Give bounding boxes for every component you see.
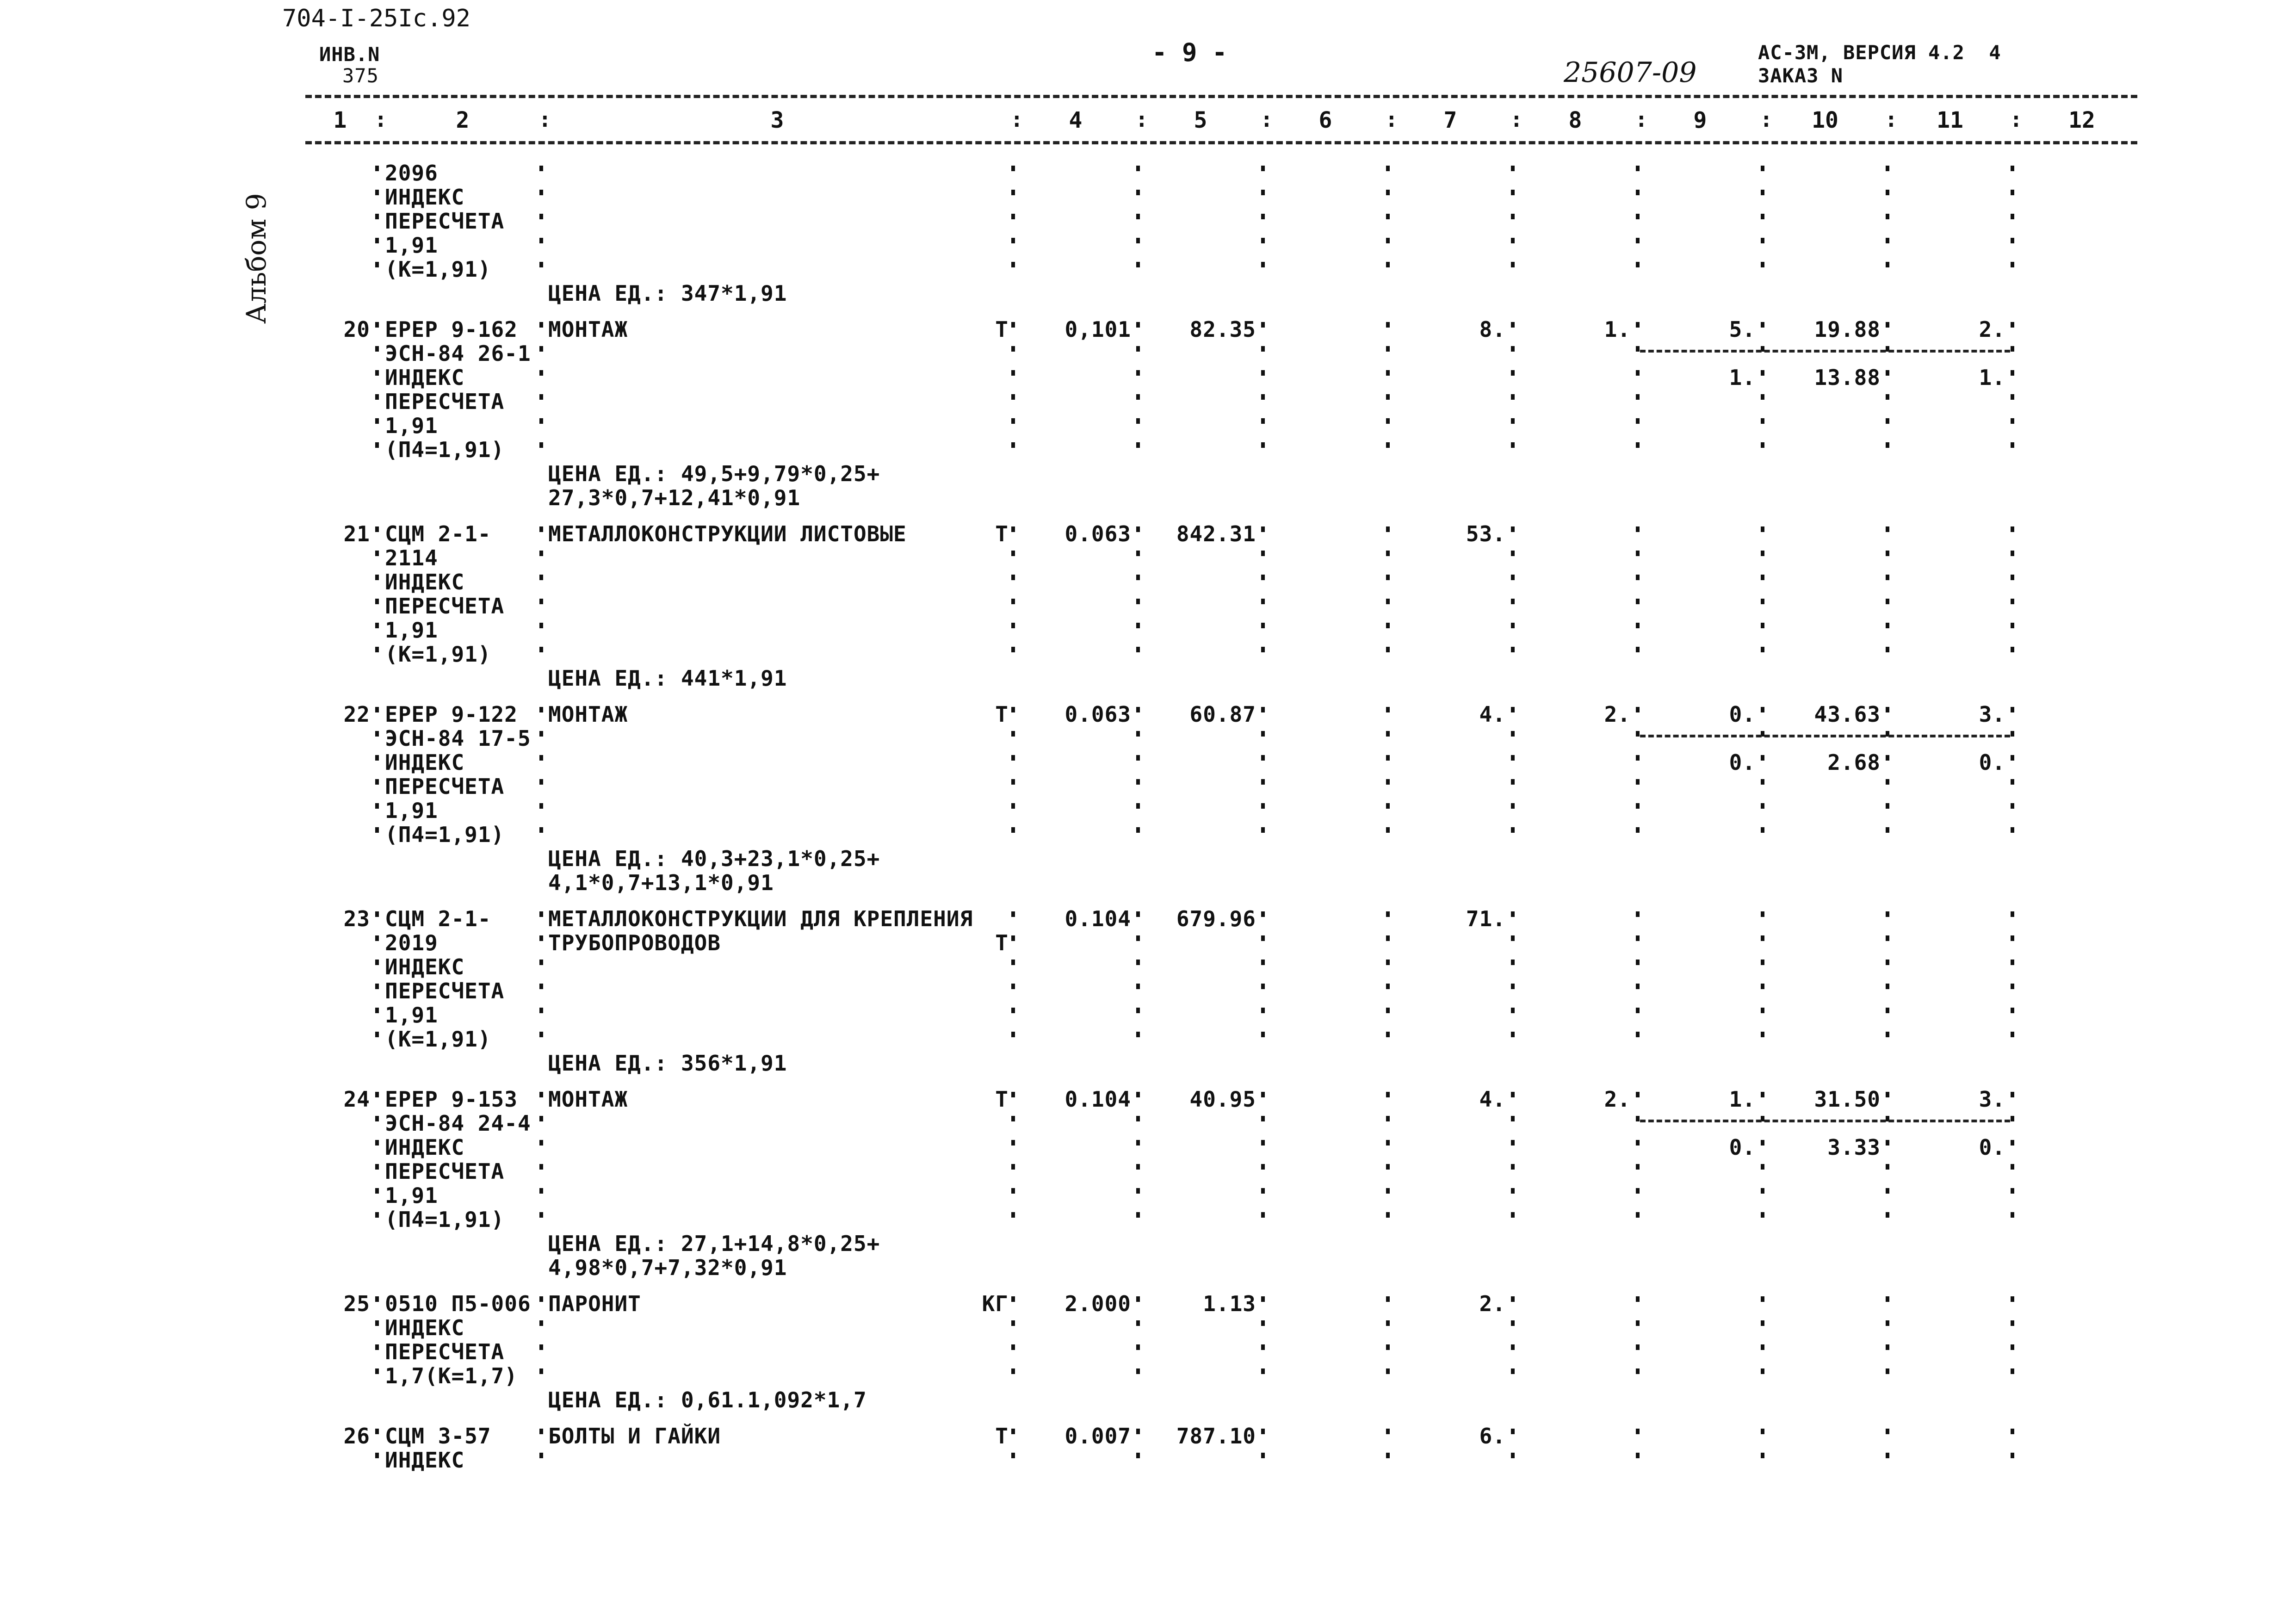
column-separator [1261,526,1265,666]
column-separator [1136,166,1140,281]
quantity-value: 2.000 [1064,1291,1131,1316]
column-header: 10 [1812,107,1838,133]
column-separator [1761,526,1764,666]
resource-code-line: СЦМ 3-57 [385,1424,491,1449]
unit-price-value: 679.96 [1176,906,1256,931]
unit-of-measure: Т [995,317,1009,342]
column-separator [1261,1092,1265,1232]
column-separator [1761,1092,1764,1232]
machine-labor-value: 2. [1979,317,2005,342]
column-separator [1636,526,1640,666]
column-separator [2011,1092,2014,1232]
resource-code-line: 1,91 [385,798,438,823]
order-label: ЗАКАЗ N [1758,64,1844,87]
column-separator [1511,911,1515,1051]
unit-of-measure: Т [995,702,1009,727]
quantity-value: 0.104 [1064,906,1131,931]
resource-code-line: (К=1,91) [385,642,491,667]
header-bottom-rule [305,141,2137,144]
column-separator [539,322,543,462]
unit-price-formula: ЦЕНА ЕД.: 40,3+23,1*0,25+ [548,846,880,871]
resource-code-line: ЭСН-84 24-4 [385,1111,531,1136]
unit-price-formula: ЦЕНА ЕД.: 0,61.1,092*1,7 [548,1387,867,1412]
column-separator [1886,1092,1889,1232]
column-separator [1636,1429,1640,1472]
column-header: 11 [1937,107,1963,133]
column-separator [375,1296,379,1388]
total-cost-value: 4. [1479,702,1506,727]
column-separator [1886,1429,1889,1472]
work-name-line: МОНТАЖ [548,702,628,727]
document-code: 704-I-25Iс.92 [282,5,470,32]
resource-code-line: ПЕРЕСЧЕТА [385,389,505,414]
labor-value: 19.88 [1814,317,1881,342]
header-separator: : [1010,107,1024,132]
machine-labor-value-secondary: 0. [1979,750,2005,775]
resource-code-line: 1,91 [385,618,438,643]
resource-code-line: ИНДЕКС [385,185,465,210]
column-separator [1136,1092,1140,1232]
column-separator [1261,322,1265,462]
wages-value: 2. [1604,1087,1631,1112]
column-separator [1761,322,1764,462]
column-separator [375,1429,379,1472]
quantity-value: 0.007 [1064,1424,1131,1449]
header-separator: : [1510,107,1523,132]
resource-code-line: 1,91 [385,233,438,258]
resource-code-line: (П4=1,91) [385,437,505,462]
header-separator: : [1135,107,1149,132]
column-separator [1136,911,1140,1051]
column-separator [1636,322,1640,462]
software-version: АС-3М, ВЕРСИЯ 4.2 4 [1758,41,2001,64]
labor-value: 31.50 [1814,1087,1881,1112]
quantity-value: 0,101 [1064,317,1131,342]
column-separator [1011,1429,1015,1472]
column-separator [1886,526,1889,666]
column-separator [539,1429,543,1472]
resource-code-line: ИНДЕКС [385,750,465,775]
machine-labor-value: 3. [1979,1087,2005,1112]
column-separator [1886,911,1889,1051]
resource-code-line: СЦМ 2-1- [385,521,491,546]
column-separator [1761,1429,1764,1472]
column-separator [1386,707,1390,847]
column-separator [539,166,543,281]
row-number: 24 [343,1087,370,1112]
inventory-number: 375 [342,64,379,87]
machines-value-secondary: 0. [1729,1135,1756,1160]
column-separator [375,911,379,1051]
labor-value-secondary: 13.88 [1814,365,1881,390]
column-separator [1386,911,1390,1051]
column-header: 3 [770,107,784,133]
column-separator [539,1296,543,1388]
resource-code-line: ПЕРЕСЧЕТА [385,978,505,1003]
subrow-divider [1640,350,2010,353]
work-name-line: МЕТАЛЛОКОНСТРУКЦИИ ДЛЯ КРЕПЛЕНИЯ [548,906,973,931]
header-top-rule [305,95,2137,98]
unit-price-value: 1.13 [1203,1291,1256,1316]
resource-code-line: (К=1,91) [385,1027,491,1052]
resource-code-line: ЕРЕР 9-162 [385,317,518,342]
column-header: 4 [1069,107,1083,133]
column-separator [2011,1429,2014,1472]
quantity-value: 0.104 [1064,1087,1131,1112]
column-separator [539,707,543,847]
unit-price-value: 842.31 [1176,521,1256,546]
column-separator [1761,707,1764,847]
column-separator [1386,166,1390,281]
column-separator [375,526,379,666]
column-separator [2011,526,2014,666]
column-separator [1511,1429,1515,1472]
resource-code-line: ПЕРЕСЧЕТА [385,774,505,799]
column-header: 1 [333,107,347,133]
resource-code-line: ИНДЕКС [385,1448,465,1473]
inventory-label: ИНВ.N [319,43,380,66]
column-separator [539,1092,543,1232]
quantity-value: 0.063 [1064,702,1131,727]
row-number: 25 [343,1291,370,1316]
row-number: 21 [343,521,370,546]
column-separator [1011,911,1015,1051]
album-side-label: Альбом 9 [241,193,272,324]
column-separator [1136,1429,1140,1472]
page-number: - 9 - [1152,38,1227,67]
resource-code-line: 1,91 [385,413,438,438]
column-separator [1386,322,1390,462]
resource-code-line: (П4=1,91) [385,822,505,847]
total-cost-value: 8. [1479,317,1506,342]
unit-price-formula: ЦЕНА ЕД.: 356*1,91 [548,1051,787,1076]
column-separator [1136,322,1140,462]
column-separator [539,526,543,666]
column-separator [375,166,379,281]
column-separator [1636,911,1640,1051]
column-separator [539,911,543,1051]
column-header: 8 [1568,107,1582,133]
column-separator [1386,1092,1390,1232]
labor-value-secondary: 3.33 [1827,1135,1881,1160]
resource-code-line: ИНДЕКС [385,1315,465,1340]
labor-value: 43.63 [1814,702,1881,727]
column-header: 12 [2068,107,2095,133]
column-separator [1511,322,1515,462]
total-cost-value: 2. [1479,1291,1506,1316]
resource-code-line: ПЕРЕСЧЕТА [385,1159,505,1184]
column-separator [1261,166,1265,281]
unit-price-formula: 4,1*0,7+13,1*0,91 [548,870,774,895]
column-separator [1011,166,1015,281]
column-separator [1886,707,1889,847]
resource-code-line: 1,91 [385,1003,438,1028]
unit-price-formula: ЦЕНА ЕД.: 441*1,91 [548,666,787,691]
column-separator [1886,1296,1889,1388]
wages-value: 1. [1604,317,1631,342]
resource-code-line: ПЕРЕСЧЕТА [385,594,505,619]
column-separator [1636,707,1640,847]
column-separator [1886,166,1889,281]
column-separator [1761,911,1764,1051]
unit-of-measure: Т [995,1087,1009,1112]
unit-price-formula: ЦЕНА ЕД.: 347*1,91 [548,281,787,306]
column-separator [1261,707,1265,847]
total-cost-value: 71. [1466,906,1506,931]
subrow-divider [1640,735,2010,737]
column-separator [375,1092,379,1232]
unit-price-value: 787.10 [1176,1424,1256,1449]
machines-value: 1. [1729,1087,1756,1112]
column-separator [2011,166,2014,281]
column-separator [2011,322,2014,462]
column-separator [1511,526,1515,666]
unit-price-formula: 4,98*0,7+7,32*0,91 [548,1255,787,1280]
header-separator: : [538,107,552,132]
column-separator [1136,526,1140,666]
unit-price-value: 60.87 [1189,702,1256,727]
machine-labor-value-secondary: 1. [1979,365,2005,390]
column-separator [1511,1092,1515,1232]
work-name-line: МОНТАЖ [548,317,628,342]
column-header: 2 [456,107,470,133]
unit-price-value: 40.95 [1189,1087,1256,1112]
resource-code-line: ЭСН-84 26-1 [385,341,531,366]
column-separator [1261,911,1265,1051]
column-separator [1261,1429,1265,1472]
unit-price-value: 82.35 [1189,317,1256,342]
quantity-value: 0.063 [1064,521,1131,546]
resource-code-line: СЦМ 2-1- [385,906,491,931]
column-separator [1136,1296,1140,1388]
machine-labor-value-secondary: 0. [1979,1135,2005,1160]
resource-code-line: (К=1,91) [385,257,491,282]
resource-code-line: 1,91 [385,1183,438,1208]
machines-value-secondary: 1. [1729,365,1756,390]
resource-code-line: ИНДЕКС [385,365,465,390]
column-separator [2011,707,2014,847]
column-separator [1011,1296,1015,1388]
handwritten-code: 25607-09 [1564,56,1697,89]
resource-code-line: 2096 [385,161,438,186]
unit-of-measure: Т [995,930,1009,955]
column-separator [1011,707,1015,847]
column-separator [1636,1092,1640,1232]
resource-code-line: ЕРЕР 9-122 [385,702,518,727]
resource-code-line: ПЕРЕСЧЕТА [385,1339,505,1364]
unit-of-measure: Т [995,521,1009,546]
resource-code-line: (П4=1,91) [385,1207,505,1232]
total-cost-value: 4. [1479,1087,1506,1112]
unit-price-formula: ЦЕНА ЕД.: 27,1+14,8*0,25+ [548,1231,880,1256]
resource-code-line: ПЕРЕСЧЕТА [385,209,505,234]
row-number: 22 [343,702,370,727]
work-name-line: МОНТАЖ [548,1087,628,1112]
column-separator [1011,1092,1015,1232]
column-separator [1636,166,1640,281]
header-separator: : [1885,107,1898,132]
total-cost-value: 53. [1466,521,1506,546]
machines-value-secondary: 0. [1729,750,1756,775]
column-header: 7 [1443,107,1457,133]
resource-code-line: ЕРЕР 9-153 [385,1087,518,1112]
column-separator [375,322,379,462]
header-separator: : [1385,107,1399,132]
header-separator: : [1635,107,1648,132]
column-separator [2011,1296,2014,1388]
column-separator [1011,526,1015,666]
column-separator [1761,166,1764,281]
column-separator [1261,1296,1265,1388]
wages-value: 2. [1604,702,1631,727]
unit-price-formula: 27,3*0,7+12,41*0,91 [548,485,801,510]
subrow-divider [1640,1120,2010,1122]
work-name-line: БОЛТЫ И ГАЙКИ [548,1424,721,1449]
header-separator: : [2010,107,2023,132]
work-name-line: ПАРОНИТ [548,1291,641,1316]
column-separator [1636,1296,1640,1388]
resource-code-line: ЭСН-84 17-5 [385,726,531,751]
column-header: 9 [1693,107,1707,133]
resource-code-line: ИНДЕКС [385,570,465,594]
machines-value: 0. [1729,702,1756,727]
row-number: 26 [343,1424,370,1449]
resource-code-line: 0510 П5-006 [385,1291,531,1316]
labor-value-secondary: 2.68 [1827,750,1881,775]
row-number: 23 [343,906,370,931]
column-separator [1761,1296,1764,1388]
column-separator [1011,322,1015,462]
header-separator: : [1760,107,1773,132]
column-separator [1511,166,1515,281]
column-separator [1511,707,1515,847]
row-number: 20 [343,317,370,342]
column-separator [1386,1429,1390,1472]
unit-price-formula: ЦЕНА ЕД.: 49,5+9,79*0,25+ [548,461,880,486]
resource-code-line: 2019 [385,930,438,955]
unit-of-measure: Т [995,1424,1009,1449]
column-header: 6 [1318,107,1332,133]
header-separator: : [1260,107,1274,132]
total-cost-value: 6. [1479,1424,1506,1449]
resource-code-line: ИНДЕКС [385,954,465,979]
column-separator [2011,911,2014,1051]
column-separator [1386,526,1390,666]
column-separator [1386,1296,1390,1388]
resource-code-line: ИНДЕКС [385,1135,465,1160]
header-separator: : [374,107,388,132]
column-separator [1136,707,1140,847]
work-name-line: ТРУБОПРОВОДОВ [548,930,721,955]
column-separator [375,707,379,847]
machines-value: 5. [1729,317,1756,342]
column-separator [1511,1296,1515,1388]
column-header: 5 [1194,107,1207,133]
column-separator [1886,322,1889,462]
resource-code-line: 1,7(К=1,7) [385,1363,518,1388]
unit-of-measure: КГ [982,1291,1009,1316]
work-name-line: МЕТАЛЛОКОНСТРУКЦИИ ЛИСТОВЫЕ [548,521,907,546]
machine-labor-value: 3. [1979,702,2005,727]
resource-code-line: 2114 [385,545,438,570]
